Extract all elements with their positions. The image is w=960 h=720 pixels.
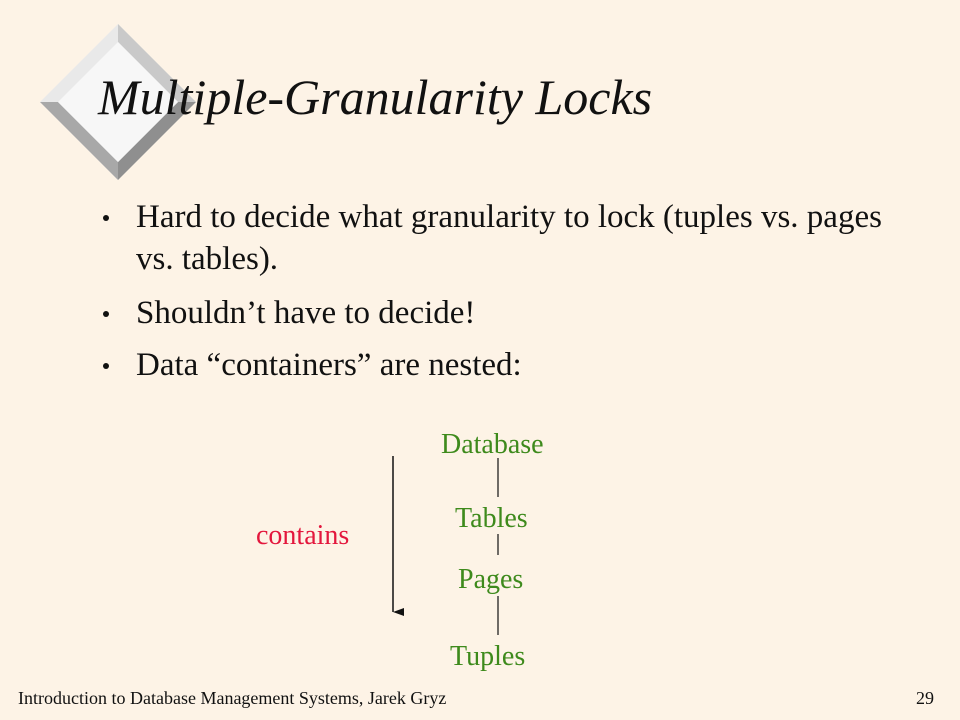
bullet-text: Hard to decide what granularity to lock (tuples vs. pages vs. tables). [136, 199, 882, 277]
level-database: Database [441, 429, 544, 460]
page-number: 29 [916, 688, 934, 708]
slide-title: Multiple-Granularity Locks [98, 69, 653, 125]
contains-label: contains [256, 520, 350, 551]
bullet-text: Shouldn’t have to decide! [136, 295, 476, 331]
bullet-text: Data “containers” are nested: [136, 347, 522, 383]
level-pages: Pages [458, 564, 524, 595]
footer-text: Introduction to Database Management Systems, Jarek Gryz [18, 688, 447, 708]
level-tuples: Tuples [450, 641, 526, 672]
level-tables: Tables [455, 503, 528, 534]
